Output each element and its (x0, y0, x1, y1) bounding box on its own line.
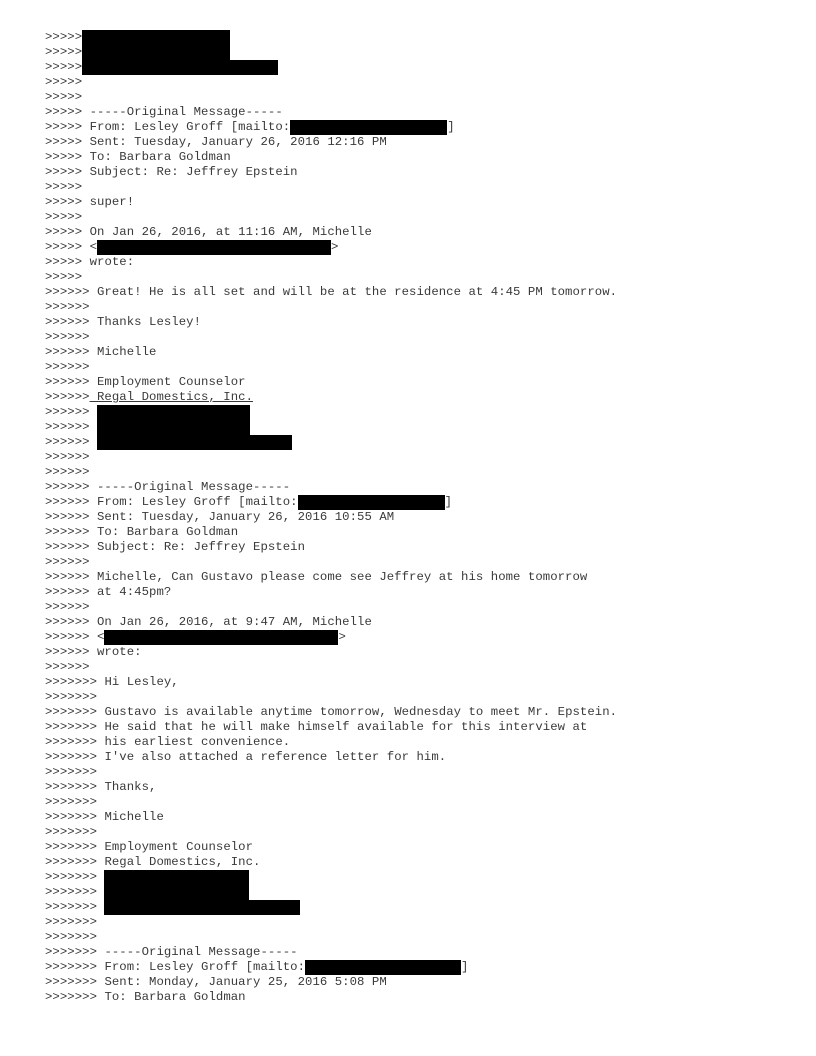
quote-prefix: >>>>>>> (45, 870, 98, 884)
quote-prefix: >>>>>> (45, 630, 90, 644)
line-text (97, 900, 104, 914)
line-text (90, 435, 97, 449)
quote-prefix: >>>>> (45, 195, 83, 209)
redaction-box (97, 435, 292, 450)
line-text: < (82, 240, 98, 254)
email-line (45, 780, 785, 795)
line-text: -----Original Message----- (97, 945, 298, 959)
email-line (45, 930, 785, 945)
quote-prefix: >>>>>>> (45, 960, 98, 974)
quote-prefix: >>>>>>> (45, 705, 98, 719)
email-line (45, 975, 785, 990)
email-line (45, 180, 785, 195)
quote-prefix: >>>>>> (45, 600, 90, 614)
line-text: Employment Counselor (89, 375, 246, 389)
email-line (45, 900, 785, 915)
quote-prefix: >>>>>> (45, 555, 90, 569)
line-text: Michelle (89, 345, 157, 359)
email-line (45, 885, 785, 900)
line-text: Gustavo is available anytime tomorrow, Wednesday to meet Mr. Epstein. (97, 705, 618, 719)
quote-prefix: >>>>>> (45, 285, 90, 299)
line-text-suffix: ] (461, 960, 469, 974)
quote-prefix: >>>>>> (45, 465, 90, 479)
email-line (45, 45, 785, 60)
line-text: To: Barbara Goldman (89, 525, 239, 539)
quote-prefix: >>>>>>> (45, 930, 98, 944)
quote-prefix: >>>>> (45, 270, 83, 284)
line-text: -----Original Message----- (89, 480, 291, 494)
quote-prefix: >>>>> (45, 135, 83, 149)
email-line (45, 495, 785, 510)
line-text: Subject: Re: Jeffrey Epstein (89, 540, 306, 554)
line-text: Michelle (97, 810, 164, 824)
quote-prefix: >>>>> (45, 210, 83, 224)
quote-prefix: >>>>>>> (45, 915, 98, 929)
quote-prefix: >>>>>>> (45, 750, 98, 764)
email-line (45, 660, 785, 675)
email-line (45, 525, 785, 540)
line-text: super! (82, 195, 135, 209)
email-line (45, 135, 785, 150)
email-line (45, 615, 785, 630)
email-line (45, 270, 785, 285)
line-text: Subject: Re: Jeffrey Epstein (82, 165, 298, 179)
email-line (45, 750, 785, 765)
email-line (45, 795, 785, 810)
line-text: < (89, 630, 105, 644)
email-line (45, 585, 785, 600)
quote-prefix: >>>>>>> (45, 975, 98, 989)
line-text-suffix: ] (447, 120, 455, 134)
line-text: I've also attached a reference letter for him. (97, 750, 447, 764)
email-line (45, 870, 785, 885)
redaction-box (104, 630, 338, 645)
email-line (45, 255, 785, 270)
line-text-suffix: > (338, 630, 346, 644)
email-line (45, 735, 785, 750)
quote-prefix: >>>>> (45, 30, 83, 44)
quote-prefix: >>>>>> (45, 300, 90, 314)
quote-prefix: >>>>> (45, 240, 83, 254)
redaction-box (305, 960, 461, 975)
redaction-box (97, 240, 331, 255)
email-document (45, 30, 785, 1005)
line-text: Regal Domestics, Inc. (89, 390, 254, 404)
quote-prefix: >>>>> (45, 75, 83, 89)
quote-prefix: >>>>>>> (45, 885, 98, 899)
quote-prefix: >>>>>>> (45, 945, 98, 959)
line-text: Regal Domestics, Inc. (97, 855, 261, 869)
quote-prefix: >>>>>>> (45, 675, 98, 689)
line-text: On Jan 26, 2016, at 11:16 AM, Michelle (82, 225, 372, 239)
email-line (45, 480, 785, 495)
quote-prefix: >>>>>> (45, 510, 90, 524)
email-line (45, 630, 785, 645)
email-line (45, 810, 785, 825)
email-line (45, 540, 785, 555)
email-line (45, 315, 785, 330)
email-line (45, 945, 785, 960)
line-text (97, 870, 104, 884)
quote-prefix: >>>>>> (45, 645, 90, 659)
email-line (45, 285, 785, 300)
line-text: Sent: Monday, January 25, 2016 5:08 PM (97, 975, 387, 989)
redaction-box (290, 120, 447, 135)
quote-prefix: >>>>>> (45, 480, 90, 494)
quote-prefix: >>>>>>> (45, 795, 98, 809)
email-line (45, 720, 785, 735)
email-line (45, 855, 785, 870)
email-line (45, 105, 785, 120)
quote-prefix: >>>>>> (45, 390, 90, 404)
quote-prefix: >>>>>> (45, 450, 90, 464)
line-text: wrote: (82, 255, 135, 269)
quote-prefix: >>>>> (45, 150, 83, 164)
quote-prefix: >>>>>> (45, 375, 90, 389)
email-line (45, 510, 785, 525)
line-text: Sent: Tuesday, January 26, 2016 12:16 PM (82, 135, 387, 149)
line-text: Employment Counselor (97, 840, 254, 854)
email-line (45, 420, 785, 435)
line-text: -----Original Message----- (82, 105, 283, 119)
quote-prefix: >>>>>> (45, 435, 90, 449)
quote-prefix: >>>>>> (45, 405, 90, 419)
email-line (45, 150, 785, 165)
line-text: his earliest convenience. (97, 735, 291, 749)
quote-prefix: >>>>> (45, 45, 83, 59)
quote-prefix: >>>>>> (45, 420, 90, 434)
email-line (45, 960, 785, 975)
email-line (45, 705, 785, 720)
quote-prefix: >>>>>>> (45, 900, 98, 914)
line-text: wrote: (89, 645, 142, 659)
email-line (45, 450, 785, 465)
email-line (45, 75, 785, 90)
quote-prefix: >>>>> (45, 225, 83, 239)
quote-prefix: >>>>>> (45, 540, 90, 554)
email-line (45, 465, 785, 480)
quote-prefix: >>>>>>> (45, 690, 98, 704)
quote-prefix: >>>>>>> (45, 720, 98, 734)
quote-prefix: >>>>>> (45, 585, 90, 599)
line-text: To: Barbara Goldman (82, 150, 231, 164)
email-line (45, 765, 785, 780)
quote-prefix: >>>>> (45, 255, 83, 269)
line-text-suffix: ] (444, 495, 453, 509)
quote-prefix: >>>>>> (45, 570, 90, 584)
email-line (45, 210, 785, 225)
quote-prefix: >>>>>> (45, 525, 90, 539)
email-line (45, 165, 785, 180)
line-text: On Jan 26, 2016, at 9:47 AM, Michelle (89, 615, 372, 629)
quote-prefix: >>>>>> (45, 330, 90, 344)
quote-prefix: >>>>>>> (45, 780, 98, 794)
email-line (45, 330, 785, 345)
quote-prefix: >>>>>> (45, 360, 90, 374)
quote-prefix: >>>>>>> (45, 840, 98, 854)
quote-prefix: >>>>> (45, 105, 83, 119)
line-text: Thanks Lesley! (89, 315, 202, 329)
quote-prefix: >>>>>>> (45, 765, 98, 779)
redaction-box (298, 495, 445, 510)
email-line (45, 300, 785, 315)
quote-prefix: >>>>>>> (45, 855, 98, 869)
email-line (45, 360, 785, 375)
quote-prefix: >>>>>> (45, 315, 90, 329)
email-line (45, 195, 785, 210)
email-line (45, 990, 785, 1005)
email-line (45, 675, 785, 690)
email-line (45, 915, 785, 930)
quote-prefix: >>>>>>> (45, 735, 98, 749)
line-text: From: Lesley Groff [mailto: (82, 120, 291, 134)
quote-prefix: >>>>> (45, 165, 83, 179)
line-text: To: Barbara Goldman (97, 990, 246, 1004)
quote-prefix: >>>>> (45, 180, 83, 194)
email-line (45, 30, 785, 45)
line-text: Sent: Tuesday, January 26, 2016 10:55 AM (89, 510, 395, 524)
email-line (45, 555, 785, 570)
quote-prefix: >>>>>> (45, 495, 90, 509)
line-text: Hi Lesley, (97, 675, 179, 689)
email-line (45, 570, 785, 585)
quote-prefix: >>>>>>> (45, 810, 98, 824)
email-line (45, 225, 785, 240)
line-text-suffix: > (331, 240, 339, 254)
line-text: Michelle, Can Gustavo please come see Jeffrey at his home tomorrow (89, 570, 588, 584)
redaction-box (82, 60, 278, 75)
line-text: Thanks, (97, 780, 157, 794)
email-line (45, 840, 785, 855)
line-text: From: Lesley Groff [mailto: (97, 960, 306, 974)
email-line (45, 390, 785, 405)
email-line (45, 375, 785, 390)
line-text: He said that he will make himself available for this interview at (97, 720, 588, 734)
quote-prefix: >>>>> (45, 120, 83, 134)
email-line (45, 690, 785, 705)
email-line (45, 645, 785, 660)
line-text (90, 405, 97, 419)
email-line (45, 60, 785, 75)
quote-prefix: >>>>>> (45, 660, 90, 674)
email-line (45, 120, 785, 135)
quote-prefix: >>>>> (45, 90, 83, 104)
email-line (45, 240, 785, 255)
line-text: Great! He is all set and will be at the residence at 4:45 PM tomorrow. (89, 285, 618, 299)
email-line (45, 825, 785, 840)
quote-prefix: >>>>>>> (45, 825, 98, 839)
email-line (45, 405, 785, 420)
line-text: From: Lesley Groff [mailto: (89, 495, 298, 509)
email-line (45, 90, 785, 105)
email-line (45, 600, 785, 615)
quote-prefix: >>>>>> (45, 345, 90, 359)
quote-prefix: >>>>>>> (45, 990, 98, 1004)
quote-prefix: >>>>>> (45, 615, 90, 629)
email-line (45, 435, 785, 450)
redaction-box (104, 900, 300, 915)
email-line (45, 345, 785, 360)
quote-prefix: >>>>> (45, 60, 83, 74)
line-text: at 4:45pm? (89, 585, 172, 599)
